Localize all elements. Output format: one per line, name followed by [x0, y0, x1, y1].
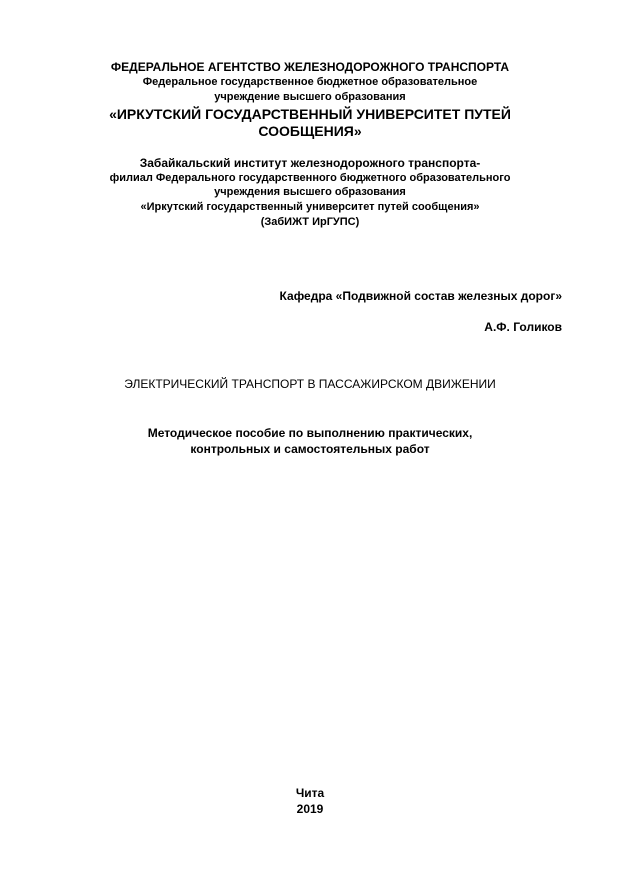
university-name-line1: «ИРКУТСКИЙ ГОСУДАРСТВЕННЫЙ УНИВЕРСИТЕТ ПУТЕЙ [109, 106, 511, 122]
document-title: ЭЛЕКТРИЧЕСКИЙ ТРАНСПОРТ В ПАССАЖИРСКОМ ДВИЖЕНИИ [124, 377, 496, 391]
year: 2019 [296, 802, 324, 816]
branch-line4: «Иркутский государственный университет путей сообщения» [140, 201, 480, 213]
branch-line1: Забайкальский институт железнодорожного транспорта- [139, 156, 481, 170]
university-name-line2: СООБЩЕНИЯ» [258, 123, 362, 139]
document-subtitle-line1: Методическое пособие по выполнению практических, [147, 426, 473, 440]
institution-type-line1: Федеральное государственное бюджетное образовательное [142, 76, 478, 88]
author-name: А.Ф. Голиков [484, 320, 562, 334]
city: Чита [295, 786, 325, 800]
branch-abbreviation: (ЗабИЖТ ИрГУПС) [260, 216, 360, 228]
department-name: Кафедра «Подвижной состав железных дорог» [279, 289, 562, 303]
agency-name: ФЕДЕРАЛЬНОЕ АГЕНТСТВО ЖЕЛЕЗНОДОРОЖНОГО ТРАНСПОРТА [110, 60, 510, 74]
institution-type-line2: учреждение высшего образования [214, 91, 406, 103]
document-subtitle-line2: контрольных и самостоятельных работ [190, 442, 430, 456]
branch-line2: филиал Федерального государственного бюджетного образовательного [109, 172, 511, 184]
branch-line3: учреждения высшего образования [214, 186, 406, 198]
